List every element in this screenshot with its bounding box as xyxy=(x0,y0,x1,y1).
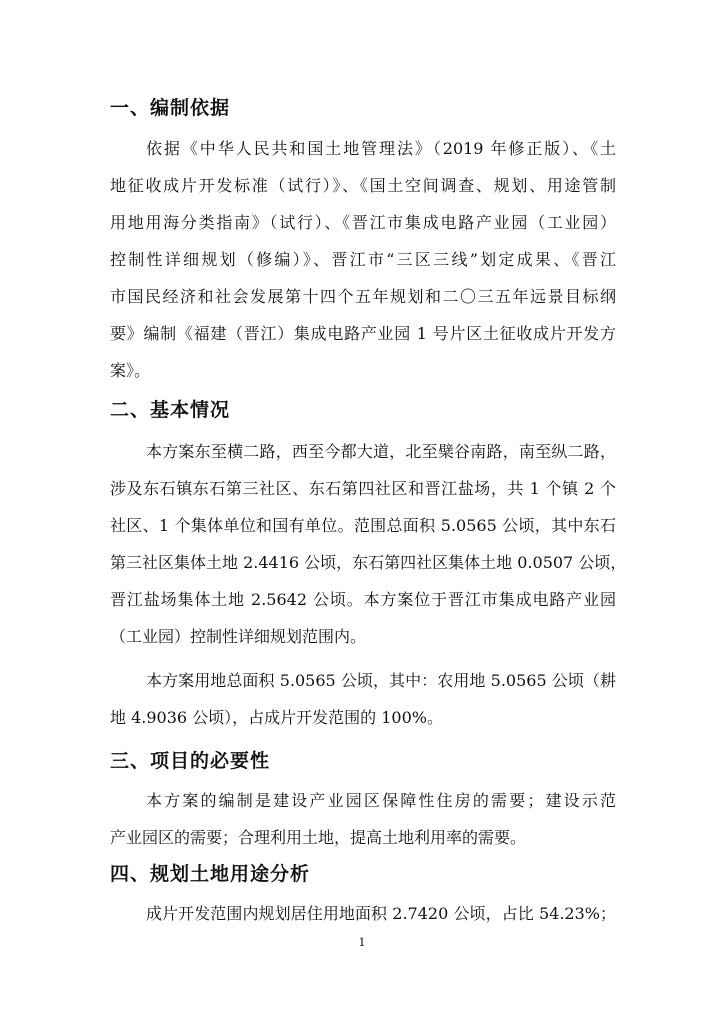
paragraph-line: 第三社区集体土地 2.4416 公顷，东石第四社区集体土地 0.0507 公顷， xyxy=(110,553,627,572)
page-number: 1 xyxy=(358,936,366,949)
paragraph-line: 依据《中华人民共和国土地管理法》（2019 年修正版）、《土 xyxy=(146,139,616,158)
paragraph-line: 晋江盐场集体土地 2.5642 公顷。本方案位于晋江市集成电路产业园 xyxy=(110,590,616,609)
paragraph-line: 控制性详细规划（修编）》、晋江市“三区三线”划定成果、《晋江 xyxy=(110,250,616,269)
paragraph-line: 本方案东至横二路，西至今都大道，北至檗谷南路，南至纵二路， xyxy=(146,442,616,461)
paragraph-line: 社区、1 个集体单位和国有单位。范围总面积 5.0565 公顷，其中东石 xyxy=(110,516,616,535)
paragraph-line: 产业园区的需要；合理利用土地，提高土地利用率的需要。 xyxy=(110,828,527,847)
section-heading-necessity: 三、项目的必要性 xyxy=(110,750,271,772)
paragraph-line: 市国民经济和社会发展第十四个五年规划和二〇三五年远景目标纲 xyxy=(110,287,616,306)
section-heading-basic-situation: 二、基本情况 xyxy=(110,399,231,421)
paragraph-line: 本方案的编制是建设产业园区保障性住房的需要；建设示范 xyxy=(146,791,616,810)
paragraph-line: 地 4.9036 公顷），占成片开发范围的 100%。 xyxy=(110,708,443,727)
paragraph-line: 成片开发范围内规划居住用地面积 2.7420 公顷，占比 54.23%； xyxy=(146,904,616,923)
paragraph-line: 用地用海分类指南》（试行）、《晋江市集成电路产业园（工业园） xyxy=(110,213,616,232)
paragraph-line: 地征收成片开发标准（试行）》、《国土空间调查、规划、用途管制 xyxy=(110,176,616,195)
paragraph-line: 涉及东石镇东石第三社区、东石第四社区和晋江盐场，共 1 个镇 2 个 xyxy=(110,479,616,498)
section-heading-basis: 一、编制依据 xyxy=(110,97,231,119)
paragraph-line: 本方案用地总面积 5.0565 公顷，其中：农用地 5.0565 公顷（耕 xyxy=(146,671,616,690)
paragraph-line: 要》编制《福建（晋江）集成电路产业园 1 号片区土征收成片开发方 xyxy=(110,324,616,343)
section-heading-land-use-analysis: 四、规划土地用途分析 xyxy=(110,863,311,885)
paragraph-line: 案》。 xyxy=(110,361,151,380)
paragraph-line: （工业园）控制性详细规划范围内。 xyxy=(110,627,367,646)
